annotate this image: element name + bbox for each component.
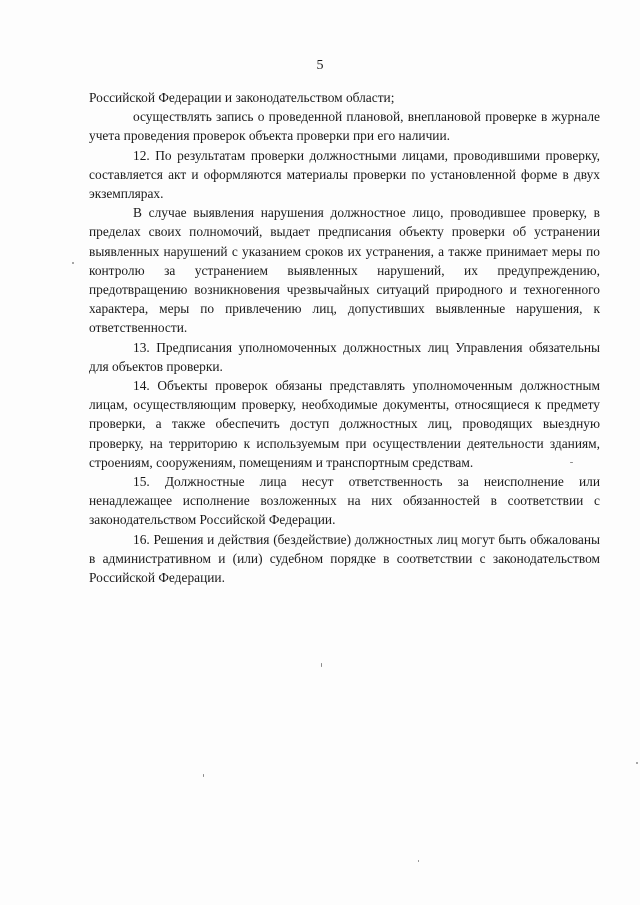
scan-speck bbox=[203, 774, 204, 777]
scan-speck bbox=[72, 262, 74, 264]
paragraph-16: 16. Решения и действия (бездействие) должностных лиц могут быть обжалованы в административном и (или) судебном порядке в соответствии с законодательством Российской Федерации. bbox=[89, 531, 600, 586]
scan-speck bbox=[418, 860, 419, 862]
paragraph-record-keeping: осуществлять запись о проведенной плановой, внеплановой проверке в журнале учета проведения проверок объекта проверки при его наличии. bbox=[89, 109, 600, 144]
paragraph-15: 15. Должностные лица несут ответственность за неисполнение или ненадлежащее исполнение возложенных на них обязанностей в соответствии с законодательством Российской Федерации. bbox=[89, 474, 600, 528]
page-number: 5 bbox=[316, 58, 324, 73]
paragraph-13: 13. Предписания уполномоченных должностных лиц Управления обязательны для объектов проверки. bbox=[89, 339, 600, 374]
scan-speck bbox=[636, 762, 638, 764]
paragraph-14: 14. Объекты проверок обязаны представлять уполномоченным должностным лицам, осуществляющим проверку, необходимые документы, относящиеся к предмету проверки, а также обеспечить доступ должностных лиц, проводящих выездную проверку, на территорию к используемым при осуществлении деятельности зданиям, строениям, сооружениям, помещениям и транспортным средствам. bbox=[89, 378, 600, 470]
scan-speck bbox=[570, 462, 573, 463]
paragraph-12: 12. По результатам проверки должностными лицами, проводившими проверку, составляется акт и оформляются материалы проверки по установленной форме в двух экземплярах. bbox=[89, 147, 600, 202]
paragraph-violations: В случае выявления нарушения должностное лицо, проводившее проверку, в пределах своих полномочий, выдает предписания объекту проверки об устранении выявленных нарушений с указанием сроков их устранения, а также принимает меры по контролю за устранением выявленных нарушений, их предупреждению, предотвращению возникновения чрезвычайных ситуаций природного и техногенного характера, меры по привлечению лиц, допустивших выявленные нарушения, к ответственности. bbox=[89, 205, 600, 336]
paragraph-continuation: Российской Федерации и законодательством области; bbox=[89, 90, 395, 105]
scan-speck bbox=[321, 663, 322, 667]
document-body bbox=[89, 88, 600, 587]
